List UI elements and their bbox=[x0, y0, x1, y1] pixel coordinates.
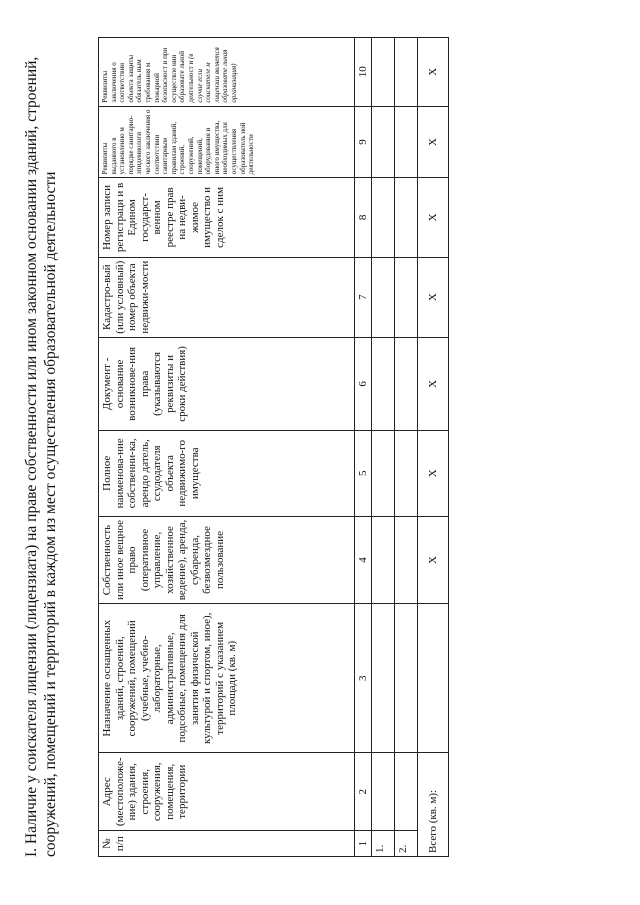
total-cell: X bbox=[418, 257, 449, 337]
header-row bbox=[99, 38, 355, 857]
header-owner-name: Полное наименова-ние собственни-ка, арендо датель, ссудодателя объекта недвижимо-го имущества bbox=[99, 430, 355, 516]
total-row bbox=[418, 38, 449, 857]
header-number: № п/п bbox=[99, 831, 355, 857]
column-number: 6 bbox=[355, 337, 372, 430]
table-row bbox=[395, 38, 418, 857]
header-address: Адрес (местоположе-ние) здания, строения, сооружения, помещения, территории bbox=[99, 753, 355, 831]
header-fire-safety-note: (в случае если соискателе м лицензии является образовате льная организация) bbox=[186, 47, 238, 103]
table-cell bbox=[372, 106, 395, 178]
table-cell bbox=[395, 106, 418, 178]
table-cell bbox=[372, 337, 395, 430]
table-cell bbox=[372, 38, 395, 107]
column-number-row bbox=[355, 38, 372, 857]
header-sanitary: Реквизиты выданного в установленно м порядке санитарно-эпидемиологи ческого заключения о соответствии санитарным правилам зданий, строений, сооружений, помещений, оборудования и иного имущества, необходимых для осуществления образователь ной деятельности bbox=[99, 106, 355, 178]
total-label: Всего (кв. м): bbox=[418, 753, 449, 857]
total-cell: X bbox=[418, 178, 449, 257]
table-cell bbox=[395, 257, 418, 337]
column-number: 1 bbox=[355, 831, 372, 857]
table-cell bbox=[372, 257, 395, 337]
table-cell bbox=[372, 430, 395, 516]
table-cell bbox=[395, 430, 418, 516]
column-number: 2 bbox=[355, 753, 372, 831]
header-document: Документ - основание возникнове-ния права (указываются реквизиты и сроки действия) bbox=[99, 337, 355, 430]
header-registry-record: Номер записи регистраци и в Едином государст-венном реестре прав на недви-жимое имущество и сделок с ним bbox=[99, 178, 355, 257]
column-number: 4 bbox=[355, 516, 372, 604]
table-cell bbox=[395, 337, 418, 430]
total-cell: X bbox=[418, 38, 449, 107]
table-cell bbox=[372, 604, 395, 753]
header-fire-safety bbox=[99, 38, 355, 107]
column-number: 9 bbox=[355, 106, 372, 178]
table-cell bbox=[395, 516, 418, 604]
table-cell bbox=[395, 753, 418, 831]
table-row bbox=[372, 38, 395, 857]
table-cell bbox=[395, 178, 418, 257]
header-purpose: Назначение оснащенных зданий, строений, сооружений, помещений (учебные, учебно-лабораторные, административные, подсобные, помещения для занятия физической культурой и спортом, иное), территорий с указанием площади (кв. м) bbox=[99, 604, 355, 753]
table-cell bbox=[372, 178, 395, 257]
table-cell bbox=[372, 753, 395, 831]
column-number: 8 bbox=[355, 178, 372, 257]
header-fire-safety-text: Реквизиты заключения о соответствии объекта защиты обязатель ным требования м пожарной безопасност и при осуществле нии образовате льной деятельност и bbox=[101, 47, 195, 103]
total-cell: X bbox=[418, 516, 449, 604]
row-number: 2. bbox=[395, 831, 418, 857]
column-number: 5 bbox=[355, 430, 372, 516]
table-cell bbox=[372, 516, 395, 604]
total-cell bbox=[418, 604, 449, 753]
column-number: 3 bbox=[355, 604, 372, 753]
header-ownership: Собственность или иное вещное право (оперативное управление, хозяйственное ведение), аренда, субаренда, безвозмездное пользование bbox=[99, 516, 355, 604]
total-cell: X bbox=[418, 106, 449, 178]
column-number: 7 bbox=[355, 257, 372, 337]
table-cell bbox=[395, 38, 418, 107]
column-number: 10 bbox=[355, 38, 372, 107]
table-cell bbox=[395, 604, 418, 753]
row-number: 1. bbox=[372, 831, 395, 857]
premises-table bbox=[98, 37, 449, 857]
page-title: I. Наличие у соискателя лицензии (лицензиата) на праве собственности или ином законном основании зданий, строений, сооружений, помещений и территорий в каждом из мест осуществления образовательной деятельности bbox=[23, 56, 59, 857]
total-cell: X bbox=[418, 430, 449, 516]
total-cell: X bbox=[418, 337, 449, 430]
header-cadastral: Кадастро-вый (или условный) номер объекта недвижи-мости bbox=[99, 257, 355, 337]
